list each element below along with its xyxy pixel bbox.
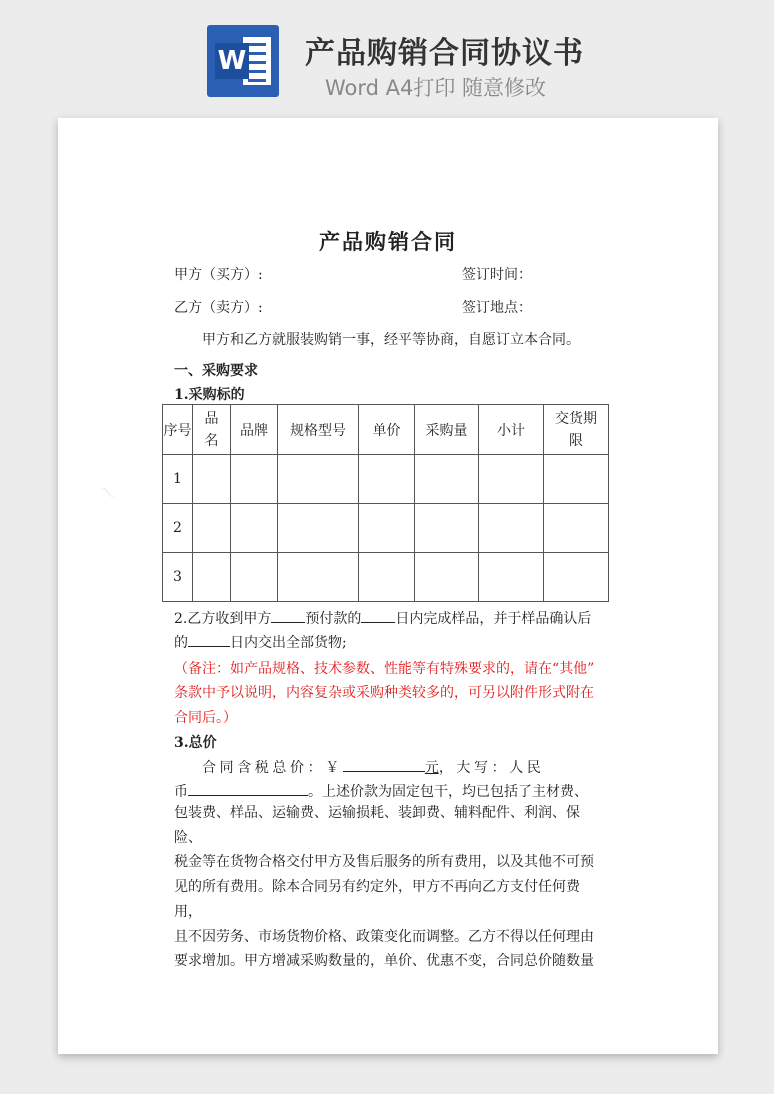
table-header-cell: 采购量 (415, 405, 479, 455)
intro-paragraph: 甲方和乙方就服装购销一事，经平等协商，自愿订立本合同。 (202, 332, 580, 348)
banner-title: 产品购销合同协议书 (305, 36, 584, 71)
banner-subtitle: Word A4打印 随意修改 (325, 76, 547, 100)
party-b-label: 乙方（卖方）: (174, 300, 263, 316)
item2-line2: 的 日内交出全部货物; (174, 632, 347, 652)
item2-line1: 2.乙方收到甲方 预付款的 日内完成样品，并于样品确认后 (174, 608, 591, 628)
table-header-cell: 规格型号 (278, 405, 359, 455)
note-line-2: 条款中予以说明，内容复杂或采购种类较多的，可另以附件形式附在 (174, 685, 594, 701)
table-row (163, 504, 609, 553)
party-a-label: 甲方（买方）: (174, 267, 263, 283)
sign-time-label: 签订时间： (462, 267, 532, 283)
table-header-cell: 小计 (479, 405, 544, 455)
document-title: 产品购销合同 (319, 229, 457, 254)
price-line-1: 合同含税总价：￥ 元，大写：人民 (202, 757, 544, 777)
row-number: 3 (163, 553, 193, 602)
table-header-cell: 交货期限 (544, 405, 609, 455)
subsection-heading-1: 1.采购标的 (174, 387, 245, 403)
price-paragraph-line: 包装费、样品、运输费、运输损耗、装卸费、辅料配件、利润、保险、 (174, 805, 580, 846)
row-number: 1 (163, 455, 193, 504)
table-header-cell: 序号 (163, 405, 193, 455)
price-paragraph-line: 且不因劳务、市场货物价格、政策变化而调整。乙方不得以任何理由 (174, 928, 594, 945)
table-header-cell: 品名 (193, 405, 231, 455)
table-header-cell: 品牌 (231, 405, 278, 455)
table-header-row (163, 405, 609, 455)
note-line-1: （备注：如产品规格、技术参数、性能等有特殊要求的，请在“其他” (174, 661, 595, 677)
price-paragraph-line: 税金等在货物合格交付甲方及售后服务的所有费用，以及其他不可预 (174, 854, 594, 871)
watermark: ~ (91, 474, 125, 510)
price-paragraph (174, 801, 602, 974)
note-line-3: 合同后。） (174, 710, 237, 726)
document-page (58, 118, 718, 1054)
word-letter: W (215, 43, 249, 79)
row-number: 2 (163, 504, 193, 553)
subsection-heading-3: 3.总价 (174, 735, 217, 751)
section-heading-1: 一、采购要求 (174, 363, 258, 379)
purchase-table (162, 404, 609, 602)
table-row (163, 455, 609, 504)
price-paragraph-line: 见的所有费用。除本合同另有约定外，甲方不再向乙方支付任何费用， (174, 879, 580, 920)
word-document-icon (207, 25, 279, 97)
header-banner (0, 0, 774, 118)
price-paragraph-line: 要求增加。甲方增减采购数量的，单价、优惠不变，合同总价随数量 (174, 953, 594, 970)
table-row (163, 553, 609, 602)
price-line-2: 币 。上述价款为固定包干，均已包括了主材费、 (174, 781, 588, 801)
sign-place-label: 签订地点： (462, 300, 532, 316)
table-header-cell: 单价 (359, 405, 415, 455)
